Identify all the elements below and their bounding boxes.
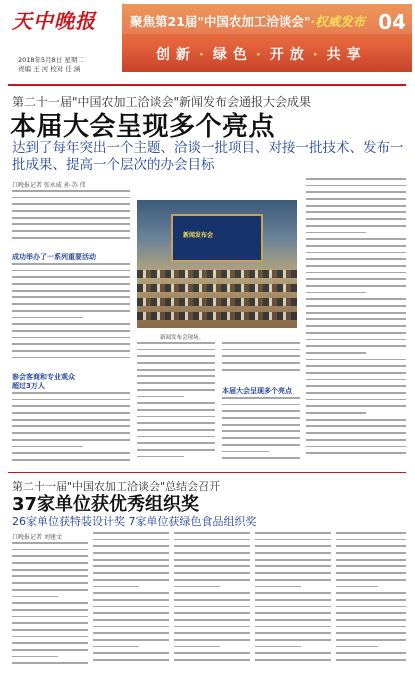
- text-line: [12, 459, 130, 461]
- text-line: [255, 646, 301, 648]
- slogan-word: 绿色: [212, 47, 253, 63]
- text-line: [12, 350, 130, 352]
- text-line: [306, 198, 406, 200]
- text-line: [12, 276, 130, 278]
- text-line: [12, 555, 88, 557]
- text-line: [93, 565, 169, 567]
- text-line: [12, 439, 130, 441]
- text-line: [12, 203, 130, 205]
- text-line: [222, 457, 300, 459]
- text-line: [93, 579, 169, 581]
- story2-byline: 口晚报记者 刘建文: [12, 534, 62, 541]
- text-line: [137, 382, 215, 384]
- story1-body-col3b: [222, 397, 300, 466]
- text-line: [255, 626, 331, 628]
- text-line: [336, 606, 406, 608]
- text-line: [306, 379, 406, 381]
- text-line: [306, 292, 366, 294]
- logo-text: 天中晚报: [12, 9, 96, 33]
- story1-kicker: 第二十一届"中国农加工洽谈会"新闻发布会通报大会成果: [12, 95, 312, 109]
- text-line: [336, 586, 378, 588]
- text-line: [306, 238, 406, 240]
- story2-subhead: 26家单位获特装设计奖 7家单位获绿色食品组织奖: [12, 515, 257, 528]
- text-line: [255, 659, 331, 661]
- text-line: [137, 369, 215, 371]
- stage-text: 新闻发布会: [183, 232, 214, 239]
- text-line: [255, 586, 301, 588]
- text-line: [12, 419, 130, 421]
- text-line: [336, 599, 406, 601]
- text-line: [222, 349, 300, 351]
- text-line: [336, 659, 406, 661]
- text-line: [306, 318, 406, 320]
- banner-slogan: [156, 44, 367, 64]
- editors-line: 责编 王 河 校对 任 涵: [18, 65, 81, 73]
- text-line: [93, 592, 169, 594]
- text-line: [306, 392, 406, 394]
- text-line: [93, 559, 169, 561]
- audience-row: [137, 298, 297, 306]
- text-line: [222, 451, 269, 453]
- text-line: [255, 572, 331, 574]
- text-line: [12, 649, 88, 651]
- header-divider: [8, 84, 406, 86]
- text-line: [12, 223, 130, 225]
- section-banner: [122, 4, 412, 72]
- text-line: [336, 565, 406, 567]
- slogan-dot: ·: [312, 47, 324, 63]
- text-line: [306, 211, 406, 213]
- text-line: [306, 365, 406, 367]
- text-line: [12, 323, 130, 325]
- text-line: [336, 579, 406, 581]
- text-line: [255, 619, 331, 621]
- story1-section-highlights: 本届大会呈现多个亮点: [222, 387, 292, 395]
- text-line: [336, 592, 406, 594]
- text-line: [12, 636, 88, 638]
- newspaper-logo: [12, 6, 96, 42]
- story1-body-col4: [306, 178, 406, 466]
- text-line: [222, 355, 300, 357]
- text-line: [93, 532, 169, 534]
- text-line: [174, 559, 250, 561]
- text-line: [174, 572, 250, 574]
- text-line: [137, 429, 215, 431]
- text-line: [12, 452, 130, 454]
- text-line: [222, 397, 300, 399]
- text-line: [12, 217, 130, 219]
- text-line: [306, 412, 366, 414]
- text-line: [174, 652, 250, 654]
- text-line: [336, 552, 406, 554]
- text-line: [255, 539, 331, 541]
- stage-backdrop: [171, 214, 263, 262]
- text-line: [137, 396, 184, 398]
- page-number: 04: [378, 10, 406, 34]
- story2-headline: 37家单位获优秀组织奖: [12, 494, 200, 515]
- text-line: [137, 456, 184, 458]
- text-line: [306, 278, 406, 280]
- text-line: [174, 619, 250, 621]
- text-line: [12, 290, 130, 292]
- text-line: [306, 178, 406, 180]
- text-line: [137, 355, 215, 357]
- story1-section-visitors: 参会客商和专业观众: [12, 373, 75, 381]
- text-line: [306, 339, 406, 341]
- text-line: [336, 652, 406, 654]
- text-line: [222, 444, 300, 446]
- text-line: [255, 612, 331, 614]
- text-line: [255, 592, 331, 594]
- story1-section-visitors-2: 超过3万人: [12, 382, 45, 390]
- press-conference-photo: [137, 200, 297, 328]
- slogan-dot: ·: [255, 47, 267, 63]
- text-line: [255, 632, 331, 634]
- text-line: [12, 392, 130, 394]
- text-line: [222, 404, 300, 406]
- story1-section-activities: 成功举办了一系列重要活动: [12, 253, 96, 261]
- text-line: [12, 609, 88, 611]
- text-line: [12, 237, 130, 239]
- text-line: [336, 626, 406, 628]
- text-line: [174, 545, 250, 547]
- text-line: [12, 343, 130, 345]
- text-line: [137, 442, 215, 444]
- text-line: [93, 572, 169, 574]
- text-line: [255, 545, 331, 547]
- text-line: [12, 303, 130, 305]
- banner-title-quote: "中国农加工洽谈会": [197, 14, 311, 29]
- text-line: [12, 190, 130, 192]
- text-line: [12, 405, 130, 407]
- text-line: [306, 218, 406, 220]
- text-line: [336, 539, 406, 541]
- text-line: [306, 446, 406, 448]
- story1-body-col1a: [12, 190, 130, 248]
- text-line: [174, 612, 250, 614]
- text-line: [255, 652, 331, 654]
- text-line: [137, 342, 215, 344]
- story1-body-col2: [137, 342, 215, 466]
- text-line: [255, 579, 331, 581]
- text-line: [306, 232, 366, 234]
- text-line: [222, 362, 300, 364]
- text-line: [12, 270, 130, 272]
- text-line: [306, 325, 406, 327]
- text-line: [12, 230, 130, 232]
- text-line: [255, 639, 331, 641]
- audience-row: [137, 284, 297, 292]
- text-line: [137, 449, 215, 451]
- story2-body-col2: [93, 532, 169, 672]
- text-line: [12, 642, 88, 644]
- text-line: [12, 616, 88, 618]
- text-line: [12, 549, 88, 551]
- text-line: [306, 245, 406, 247]
- text-line: [306, 272, 406, 274]
- text-line: [306, 185, 406, 187]
- story1-headline: 本届大会呈现多个亮点: [10, 112, 276, 142]
- story2-body-col5: [336, 532, 406, 672]
- photo-caption: 新闻发布会现场。: [160, 335, 205, 341]
- text-line: [306, 405, 406, 407]
- text-line: [174, 599, 250, 601]
- text-line: [222, 342, 300, 344]
- issue-info: [18, 56, 84, 74]
- text-line: [12, 569, 88, 571]
- text-line: [93, 612, 169, 614]
- text-line: [174, 632, 250, 634]
- slogan-word: 创新: [156, 47, 196, 63]
- text-line: [12, 425, 130, 427]
- slogan-word: 开放: [269, 47, 310, 63]
- story1-body-col1b: [12, 263, 130, 368]
- text-line: [222, 424, 300, 426]
- text-line: [222, 417, 300, 419]
- story1-body-col3a: [222, 342, 300, 382]
- text-line: [12, 656, 58, 658]
- text-line: [222, 410, 300, 412]
- text-line: [255, 565, 331, 567]
- story1-subhead: 达到了每年突出一个主题、洽谈一批项目、对接一批技术、发布一批成果、提高一个层次的办会目标: [12, 140, 404, 173]
- text-line: [93, 652, 169, 654]
- text-line: [306, 399, 406, 401]
- banner-title: [130, 12, 365, 30]
- text-line: [137, 349, 215, 351]
- text-line: [336, 619, 406, 621]
- text-line: [12, 575, 88, 577]
- text-line: [93, 606, 169, 608]
- text-line: [222, 369, 300, 371]
- text-line: [93, 646, 139, 648]
- audience-row: [137, 270, 297, 278]
- text-line: [174, 539, 250, 541]
- text-line: [336, 632, 406, 634]
- text-line: [306, 205, 406, 207]
- text-line: [12, 582, 88, 584]
- text-line: [12, 589, 88, 591]
- text-line: [93, 659, 169, 661]
- text-line: [12, 310, 130, 312]
- text-line: [306, 332, 406, 334]
- banner-title-suffix: ·权威发布: [310, 14, 366, 29]
- text-line: [93, 619, 169, 621]
- text-line: [12, 446, 83, 448]
- text-line: [336, 545, 406, 547]
- text-line: [336, 559, 406, 561]
- text-line: [306, 425, 406, 427]
- text-line: [12, 197, 130, 199]
- text-line: [306, 359, 406, 361]
- text-line: [174, 532, 250, 534]
- text-line: [306, 439, 406, 441]
- issue-date: 2018年5月8日 星期二: [18, 56, 84, 64]
- text-line: [174, 586, 220, 588]
- text-line: [12, 596, 58, 598]
- text-line: [174, 592, 250, 594]
- text-line: [93, 626, 169, 628]
- page-header: [0, 0, 415, 80]
- text-line: [255, 599, 331, 601]
- text-line: [306, 265, 406, 267]
- story2-kicker: 第二十一届"中国农加工洽谈会"总结会召开: [12, 480, 221, 493]
- text-line: [137, 422, 215, 424]
- banner-title-prefix: 聚焦第21届: [130, 14, 198, 29]
- text-line: [336, 572, 406, 574]
- text-line: [137, 389, 215, 391]
- text-line: [336, 532, 406, 534]
- slogan-dot: ·: [199, 47, 210, 63]
- text-line: [12, 296, 130, 298]
- text-line: [306, 312, 406, 314]
- text-line: [306, 298, 406, 300]
- text-line: [12, 283, 130, 285]
- story-divider: [8, 472, 406, 473]
- text-line: [306, 252, 406, 254]
- text-line: [336, 646, 378, 648]
- text-line: [306, 452, 406, 454]
- text-line: [174, 565, 250, 567]
- text-line: [93, 632, 169, 634]
- text-line: [174, 659, 250, 661]
- text-line: [12, 542, 88, 544]
- text-line: [137, 409, 215, 411]
- text-line: [306, 385, 406, 387]
- story2-body-col1: [12, 542, 88, 672]
- text-line: [306, 345, 406, 347]
- text-line: [174, 639, 250, 641]
- story2-body-col3: [174, 532, 250, 672]
- text-line: [306, 432, 406, 434]
- text-line: [12, 662, 88, 664]
- text-line: [12, 562, 88, 564]
- text-line: [306, 285, 406, 287]
- text-line: [93, 586, 139, 588]
- text-line: [306, 352, 366, 354]
- text-line: [93, 599, 169, 601]
- text-line: [93, 545, 169, 547]
- text-line: [174, 626, 250, 628]
- text-line: [306, 191, 406, 193]
- text-line: [12, 210, 130, 212]
- text-line: [137, 362, 215, 364]
- text-line: [137, 416, 215, 418]
- text-line: [12, 337, 130, 339]
- slogan-word: 共享: [326, 47, 367, 63]
- text-line: [12, 602, 88, 604]
- text-line: [137, 402, 215, 404]
- text-line: [255, 559, 331, 561]
- text-line: [306, 225, 406, 227]
- text-line: [174, 606, 250, 608]
- text-line: [336, 612, 406, 614]
- text-line: [306, 372, 406, 374]
- text-line: [93, 552, 169, 554]
- text-line: [255, 606, 331, 608]
- text-line: [174, 552, 250, 554]
- text-line: [12, 263, 130, 265]
- text-line: [12, 432, 130, 434]
- text-line: [12, 357, 130, 359]
- text-line: [12, 330, 130, 332]
- text-line: [93, 539, 169, 541]
- text-line: [255, 532, 331, 534]
- text-line: [306, 305, 406, 307]
- audience-row: [137, 312, 297, 320]
- text-line: [336, 639, 406, 641]
- text-line: [12, 317, 83, 319]
- story2-body-col4: [255, 532, 331, 672]
- text-line: [222, 430, 300, 432]
- text-line: [12, 622, 88, 624]
- text-line: [12, 399, 130, 401]
- story1-body-col1c: [12, 392, 130, 466]
- text-line: [12, 412, 130, 414]
- text-line: [255, 552, 331, 554]
- text-line: [174, 646, 220, 648]
- text-line: [137, 436, 215, 438]
- text-line: [174, 579, 250, 581]
- text-line: [93, 639, 169, 641]
- text-line: [306, 258, 406, 260]
- story1-byline: 口晚报记者 张永威 孙 苏 伟: [12, 182, 86, 189]
- text-line: [222, 437, 300, 439]
- text-line: [12, 629, 88, 631]
- text-line: [306, 419, 406, 421]
- text-line: [137, 375, 215, 377]
